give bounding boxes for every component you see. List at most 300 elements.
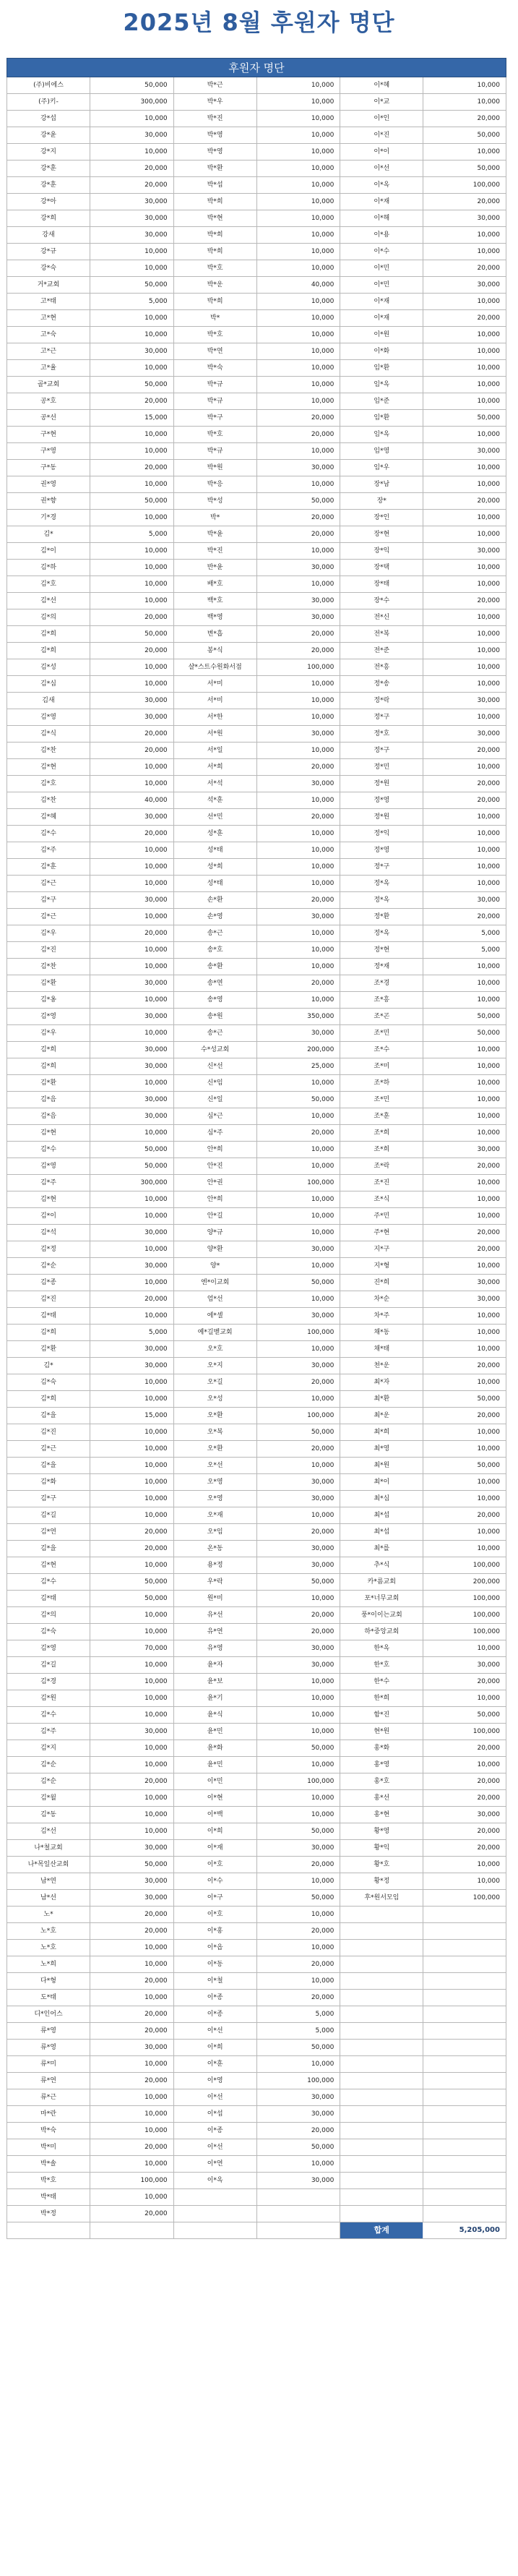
donor-amount: 30,000 xyxy=(477,281,500,288)
donor-name: 윤*민 xyxy=(174,1724,257,1740)
table-row xyxy=(173,1341,340,1358)
donor-amount: 30,000 xyxy=(311,730,334,737)
donor-amount: 30,000 xyxy=(311,1246,334,1253)
donor-name: 박*영 xyxy=(174,144,257,160)
donor-amount: 50,000 xyxy=(477,1711,500,1719)
table-row xyxy=(173,1291,340,1308)
table-row xyxy=(340,2206,506,2222)
donor-name xyxy=(340,2156,423,2172)
donor-name: 심*주 xyxy=(174,1125,257,1141)
table-row xyxy=(173,543,340,560)
donor-grid xyxy=(7,77,506,2239)
donor-name: 오*환 xyxy=(174,1408,257,1424)
donor-amount: 30,000 xyxy=(477,1146,500,1153)
donor-amount: 10,000 xyxy=(311,1512,334,1519)
donor-name: 조*경 xyxy=(340,975,423,991)
donor-name: 조*하 xyxy=(340,1075,423,1091)
donor-amount: 20,000 xyxy=(477,747,500,754)
donor-amount: 30,000 xyxy=(477,730,500,737)
donor-name: 김*호 xyxy=(7,576,90,592)
table-row xyxy=(173,476,340,493)
donor-name: 오*영 xyxy=(174,1474,257,1490)
table-row xyxy=(7,2006,173,2023)
table-row xyxy=(7,1208,173,1225)
table-row xyxy=(7,2040,173,2056)
table-row xyxy=(173,2189,340,2206)
donor-amount: 20,000 xyxy=(144,1927,168,1935)
donor-name: 김*현 xyxy=(7,1125,90,1141)
table-row xyxy=(173,77,340,94)
table-row xyxy=(7,1724,173,1740)
donor-name: 강*섭 xyxy=(7,111,90,127)
donor-name: 이*선 xyxy=(174,2023,257,2039)
table-row xyxy=(340,111,506,127)
table-row xyxy=(340,1092,506,1108)
donor-name: 이*철 xyxy=(174,1973,257,1989)
donor-amount: 30,000 xyxy=(311,1661,334,1669)
donor-name: 홍*화 xyxy=(340,1740,423,1756)
donor-name: 김*순 xyxy=(7,1258,90,1274)
donor-name: 반*윤 xyxy=(174,560,257,575)
donor-amount: 10,000 xyxy=(144,946,168,954)
table-row xyxy=(7,2206,173,2222)
table-row xyxy=(340,776,506,792)
table-row xyxy=(340,842,506,859)
donor-amount: 5,000 xyxy=(148,1329,168,1336)
table-row xyxy=(173,1474,340,1491)
table-row xyxy=(173,1491,340,1507)
table-row xyxy=(340,1441,506,1458)
table-row xyxy=(340,909,506,925)
donor-amount xyxy=(423,2206,506,2222)
donor-name xyxy=(7,2222,90,2238)
table-row xyxy=(340,1574,506,1591)
donor-amount: 10,000 xyxy=(311,880,334,887)
donor-name: 엄*선 xyxy=(174,1291,257,1307)
donor-name: 고*율 xyxy=(7,360,90,376)
table-row xyxy=(340,1657,506,1674)
table-row xyxy=(173,1591,340,1607)
donor-amount: 20,000 xyxy=(477,797,500,804)
donor-amount: 50,000 xyxy=(311,2044,334,2051)
donor-name xyxy=(340,2123,423,2139)
table-row xyxy=(340,1424,506,1441)
table-row xyxy=(173,1507,340,1524)
table-row xyxy=(7,1557,173,1574)
table-row xyxy=(7,127,173,144)
table-row xyxy=(7,1108,173,1125)
donor-name xyxy=(340,1973,423,1989)
table-row xyxy=(340,659,506,676)
table-row xyxy=(173,909,340,925)
table-row xyxy=(7,2222,173,2239)
table-row xyxy=(173,493,340,510)
donor-amount: 5,000 xyxy=(315,2011,334,2018)
donor-name: 이*선 xyxy=(174,2089,257,2105)
donor-amount: 20,000 xyxy=(311,813,334,821)
donor-name: 배*호 xyxy=(174,576,257,592)
donor-name: 김*순 xyxy=(7,1757,90,1773)
donor-amount: 10,000 xyxy=(477,1312,500,1319)
table-row xyxy=(340,1907,506,1923)
table-row xyxy=(7,343,173,360)
table-row xyxy=(173,194,340,210)
table-row xyxy=(7,277,173,294)
donor-amount: 100,000 xyxy=(307,1412,334,1419)
donor-name: 차*주 xyxy=(340,1308,423,1324)
table-row xyxy=(7,1408,173,1424)
donor-amount xyxy=(423,1907,506,1922)
table-row xyxy=(340,676,506,693)
donor-name: 차*순 xyxy=(340,1291,423,1307)
donor-name: 조*훈 xyxy=(340,1108,423,1124)
table-row xyxy=(340,925,506,942)
table-row xyxy=(340,427,506,443)
table-row xyxy=(173,210,340,227)
donor-name: 조*흥 xyxy=(340,992,423,1008)
donor-amount: 10,000 xyxy=(477,464,500,471)
donor-amount: 10,000 xyxy=(311,314,334,322)
donor-amount: 10,000 xyxy=(311,946,334,954)
donor-name: 성*태 xyxy=(174,876,257,891)
donor-amount: 30,000 xyxy=(311,464,334,471)
table-row xyxy=(340,992,506,1009)
donor-name: 전*준 xyxy=(340,643,423,659)
donor-amount: 20,000 xyxy=(144,647,168,654)
table-row xyxy=(340,1690,506,1707)
table-row xyxy=(7,809,173,826)
table-row xyxy=(7,460,173,476)
donor-amount: 10,000 xyxy=(477,1079,500,1087)
donor-amount: 30,000 xyxy=(144,348,168,355)
table-row xyxy=(173,1092,340,1108)
donor-amount: 30,000 xyxy=(311,1479,334,1486)
table-row xyxy=(173,1690,340,1707)
donor-name: 강*규 xyxy=(7,244,90,260)
table-row xyxy=(173,759,340,776)
table-row xyxy=(7,327,173,343)
donor-name: 김새 xyxy=(7,693,90,709)
table-row xyxy=(340,959,506,975)
donor-name: 이*훈 xyxy=(174,2056,257,2072)
donor-amount: 10,000 xyxy=(477,980,500,987)
table-row xyxy=(173,1557,340,1574)
donor-name: 정*영 xyxy=(340,792,423,808)
donor-name: 김*동 xyxy=(7,1807,90,1823)
donor-name: 김*구 xyxy=(7,1491,90,1507)
table-row xyxy=(340,493,506,510)
table-row xyxy=(340,1807,506,1823)
donor-name: 김*혜 xyxy=(7,809,90,825)
table-row xyxy=(7,94,173,111)
donor-amount: 10,000 xyxy=(311,797,334,804)
donor-name: (주)키- xyxy=(7,94,90,110)
donor-amount: 10,000 xyxy=(311,215,334,222)
table-row xyxy=(173,859,340,876)
donor-name: 박*진 xyxy=(174,111,257,127)
table-row xyxy=(7,1391,173,1408)
table-row xyxy=(173,576,340,593)
donor-name: 최*섭 xyxy=(340,1524,423,1540)
donor-name: 정*민 xyxy=(340,759,423,775)
donor-name: 오*환 xyxy=(174,1441,257,1457)
donor-amount: 10,000 xyxy=(144,664,168,671)
table-row xyxy=(7,1191,173,1208)
donor-name: 홍*호 xyxy=(340,1773,423,1789)
table-row xyxy=(7,1773,173,1790)
table-row xyxy=(173,410,340,427)
donor-amount: 30,000 xyxy=(477,448,500,455)
donor-name: 주*현 xyxy=(340,1225,423,1241)
donor-amount: 10,000 xyxy=(311,1595,334,1602)
donor-amount: 10,000 xyxy=(311,115,334,122)
table-row xyxy=(340,1524,506,1541)
donor-amount: 10,000 xyxy=(477,148,500,155)
donor-amount: 20,000 xyxy=(144,730,168,737)
table-row xyxy=(7,759,173,776)
donor-amount: 40,000 xyxy=(144,797,168,804)
table-row xyxy=(7,2089,173,2106)
total-label: 합계 xyxy=(340,2222,423,2238)
donor-amount: 50,000 xyxy=(144,630,168,638)
donor-amount: 10,000 xyxy=(477,1429,500,1436)
donor-amount: 10,000 xyxy=(477,1113,500,1120)
table-row xyxy=(340,709,506,726)
table-row xyxy=(7,593,173,609)
donor-name: 양*환 xyxy=(174,1241,257,1257)
table-row xyxy=(340,1308,506,1325)
donor-name: 이*종 xyxy=(174,1990,257,2006)
table-row xyxy=(340,1108,506,1125)
table-row xyxy=(7,493,173,510)
table-row xyxy=(173,1857,340,1873)
donor-name: 구*영 xyxy=(7,443,90,459)
donor-amount: 50,000 xyxy=(477,1013,500,1020)
donor-amount: 30,000 xyxy=(144,1262,168,1270)
donor-amount: 10,000 xyxy=(311,1878,334,1885)
table-row xyxy=(340,393,506,410)
donor-amount: 30,000 xyxy=(144,1229,168,1236)
donor-amount: 10,000 xyxy=(144,1479,168,1486)
donor-amount: 10,000 xyxy=(144,1695,168,1702)
donor-name: 강*희 xyxy=(7,210,90,226)
donor-amount: 10,000 xyxy=(144,1512,168,1519)
donor-amount: 10,000 xyxy=(477,813,500,821)
table-row xyxy=(173,443,340,460)
donor-amount: 20,000 xyxy=(477,1512,500,1519)
donor-amount: 100,000 xyxy=(472,1894,500,1901)
table-row xyxy=(340,1042,506,1058)
donor-name: 김*선 xyxy=(7,1823,90,1839)
donor-amount: 10,000 xyxy=(477,830,500,837)
donor-amount: 10,000 xyxy=(144,847,168,854)
table-row xyxy=(173,1807,340,1823)
donor-amount: 10,000 xyxy=(311,1262,334,1270)
donor-amount: 25,000 xyxy=(311,1063,334,1070)
donor-amount: 10,000 xyxy=(144,1612,168,1619)
donor-name: 박*호 xyxy=(7,2173,90,2188)
table-row xyxy=(340,327,506,343)
donor-name: 거*교회 xyxy=(7,277,90,293)
donor-name: 조*진 xyxy=(340,1175,423,1191)
table-row xyxy=(173,1973,340,1990)
donor-name: 김*찬 xyxy=(7,792,90,808)
donor-amount: 10,000 xyxy=(144,564,168,571)
donor-amount: 30,000 xyxy=(144,1728,168,1735)
donor-amount: 20,000 xyxy=(144,1528,168,1536)
donor-name: 샬*스트수원화서점 xyxy=(174,659,257,675)
donor-amount: 10,000 xyxy=(144,1811,168,1818)
donor-name: 정*옥 xyxy=(340,876,423,891)
donor-amount: 100,000 xyxy=(307,1179,334,1186)
donor-amount: 10,000 xyxy=(311,1296,334,1303)
donor-name: 오*호 xyxy=(174,1341,257,1357)
donor-amount: 20,000 xyxy=(144,830,168,837)
donor-name: 송*원 xyxy=(174,1009,257,1024)
table-row xyxy=(173,1424,340,1441)
table-row xyxy=(173,510,340,526)
donor-amount: 20,000 xyxy=(311,1927,334,1935)
donor-name: 김*현 xyxy=(7,759,90,775)
donor-name: 윤*기 xyxy=(174,1690,257,1706)
donor-name: 김*원 xyxy=(7,1690,90,1706)
table-row xyxy=(340,2173,506,2189)
table-row xyxy=(173,1640,340,1657)
table-row xyxy=(7,260,173,277)
table-row xyxy=(7,1657,173,1674)
table-row xyxy=(173,975,340,992)
donor-amount: 50,000 xyxy=(144,1861,168,1868)
donor-amount: 10,000 xyxy=(477,1528,500,1536)
donor-name: 정*호 xyxy=(340,726,423,742)
donor-name: 이*옥 xyxy=(174,2173,257,2188)
donor-name: 윤*자 xyxy=(174,1657,257,1673)
donor-name: 정*락 xyxy=(340,693,423,709)
donor-name: 박*규 xyxy=(174,377,257,393)
donor-name: 디*인어스 xyxy=(7,2006,90,2022)
donor-amount xyxy=(423,1923,506,1939)
donor-amount: 20,000 xyxy=(144,2210,168,2217)
table-row xyxy=(340,1890,506,1907)
donor-amount: 100,000 xyxy=(307,1778,334,1785)
donor-amount: 30,000 xyxy=(311,1312,334,1319)
donor-amount: 350,000 xyxy=(307,1013,334,1020)
donor-name: 장*현 xyxy=(340,526,423,542)
table-row xyxy=(173,2089,340,2106)
donor-amount: 20,000 xyxy=(144,2144,168,2151)
table-row xyxy=(173,1524,340,1541)
table-row xyxy=(7,1807,173,1823)
table-row xyxy=(340,2023,506,2040)
donor-amount: 20,000 xyxy=(477,913,500,920)
table-row xyxy=(340,1773,506,1790)
table-row xyxy=(173,177,340,194)
table-row xyxy=(340,726,506,743)
table-row xyxy=(340,161,506,177)
donor-amount: 50,000 xyxy=(311,1279,334,1286)
donor-name: 김*경 xyxy=(7,1674,90,1690)
donor-name: 김*심 xyxy=(7,676,90,692)
donor-name: 김*우 xyxy=(7,1025,90,1041)
table-row xyxy=(173,992,340,1009)
donor-amount: 10,000 xyxy=(477,714,500,721)
donor-name: 김*이 xyxy=(7,1208,90,1224)
donor-amount: 50,000 xyxy=(311,1828,334,1835)
donor-name: 박*규 xyxy=(174,393,257,409)
donor-name: 김*연 xyxy=(7,1524,90,1540)
table-row xyxy=(7,1358,173,1374)
donor-amount: 50,000 xyxy=(477,1395,500,1403)
donor-name: 황*익 xyxy=(340,1840,423,1856)
donor-name: 남*선 xyxy=(7,1890,90,1906)
donor-amount: 10,000 xyxy=(144,481,168,488)
donor-amount: 30,000 xyxy=(144,1046,168,1053)
donor-amount: 20,000 xyxy=(477,1794,500,1802)
donor-amount: 10,000 xyxy=(311,1212,334,1220)
donor-amount: 10,000 xyxy=(311,1163,334,1170)
table-row xyxy=(173,526,340,543)
table-row xyxy=(173,1607,340,1624)
table-row xyxy=(7,1258,173,1275)
donor-amount: 5,000 xyxy=(481,930,500,937)
donor-name: 김*식 xyxy=(7,726,90,742)
table-row xyxy=(7,1507,173,1524)
donor-amount xyxy=(423,2106,506,2122)
donor-amount: 20,000 xyxy=(477,1678,500,1685)
table-row xyxy=(173,227,340,244)
donor-name xyxy=(340,2089,423,2105)
donor-name: 이*연 xyxy=(174,2156,257,2172)
donor-sheet xyxy=(7,58,506,2239)
donor-name: 황*호 xyxy=(340,1857,423,1873)
table-row xyxy=(173,1890,340,1907)
donor-amount: 30,000 xyxy=(144,714,168,721)
donor-name: 임*준 xyxy=(340,393,423,409)
table-row xyxy=(340,1208,506,1225)
donor-name: 김*희 xyxy=(7,1325,90,1340)
table-row xyxy=(7,1790,173,1807)
donor-amount: 10,000 xyxy=(144,581,168,588)
table-row xyxy=(340,2189,506,2206)
donor-name: 최*환 xyxy=(340,1391,423,1407)
donor-amount: 50,000 xyxy=(477,1030,500,1037)
donor-name: 이*옵 xyxy=(174,1940,257,1956)
table-row xyxy=(173,427,340,443)
donor-amount: 10,000 xyxy=(144,1246,168,1253)
donor-name: 박*호 xyxy=(174,427,257,442)
donor-amount xyxy=(423,2189,506,2205)
donor-name: 송*영 xyxy=(174,992,257,1008)
donor-amount: 10,000 xyxy=(477,398,500,405)
table-row xyxy=(7,1424,173,1441)
donor-name xyxy=(340,2006,423,2022)
donor-name: 박*운 xyxy=(174,277,257,293)
table-row xyxy=(7,410,173,427)
donor-amount: 30,000 xyxy=(311,1645,334,1652)
table-row xyxy=(340,2006,506,2023)
table-row xyxy=(340,260,506,277)
donor-name: 이*화 xyxy=(340,343,423,359)
table-row xyxy=(173,842,340,859)
table-row xyxy=(173,876,340,892)
donor-name xyxy=(340,2056,423,2072)
table-row xyxy=(7,2139,173,2156)
donor-name: 조*락 xyxy=(340,1158,423,1174)
donor-amount: 30,000 xyxy=(311,1844,334,1852)
donor-amount: 10,000 xyxy=(477,1495,500,1502)
donor-amount: 10,000 xyxy=(144,148,168,155)
table-row xyxy=(340,77,506,94)
